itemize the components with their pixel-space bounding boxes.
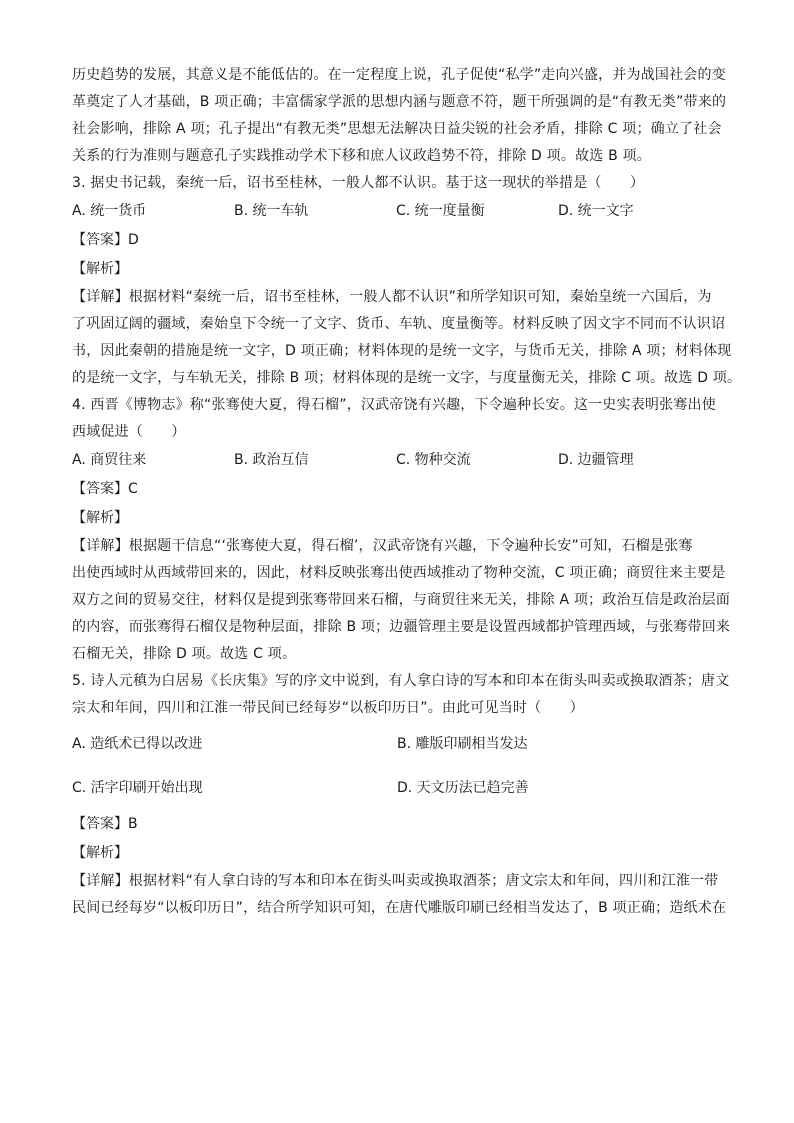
question-stem: 西域促进（ ） <box>72 424 186 440</box>
options-row <box>72 197 722 226</box>
detail-line: 【详解】根据材料“秦统一后，诏书至桂林，一般人都不认识”和所学知识可知，秦始皇统一六国后，为 <box>72 289 712 305</box>
document-page <box>72 62 742 922</box>
answer-label: 【答案】D <box>72 232 139 248</box>
options-row <box>72 766 722 810</box>
analysis-label: 【解析】 <box>72 845 128 861</box>
question-5 <box>72 668 730 922</box>
options-row <box>72 722 722 766</box>
option-a: A. 商贸往来 <box>72 452 147 468</box>
detail-line: 了巩固辽阔的疆域，秦始皇下令统一了文字、货币、车轨、度量衡等。材料反映了因文字不同而不认识诏 <box>72 316 726 332</box>
detail-line: 出使西域时从西域带回来的，因此，材料反映张骞出使西域推动了物种交流，C 项正确；商贸往来主要是 <box>72 565 726 581</box>
detail-line: 的内容，而张骞得石榴仅是物种层面，排除 B 项；边疆管理主要是设置西域都护管理西域，与张骞带回来 <box>72 619 731 635</box>
option-b: B. 雕版印刷相当发达 <box>397 736 528 752</box>
question-stem: 5. 诗人元稹为白居易《长庆集》写的序文中说到，有人拿白诗的写本和印本在街头叫卖或换取酒茶；唐文 <box>72 673 730 689</box>
option-c: C. 物种交流 <box>396 452 471 468</box>
question-stem: 宗太和年间，四川和江淮一带民间已经每岁“以板印历日”。由此可见当时（ ） <box>72 700 584 716</box>
option-c: C. 统一度量衡 <box>396 203 485 219</box>
answer-label: 【答案】C <box>72 481 138 497</box>
option-c: C. 活字印刷开始出现 <box>72 780 203 796</box>
analysis-label: 【解析】 <box>72 510 128 526</box>
option-d: D. 统一文字 <box>558 203 634 219</box>
detail-line: 的是统一文字，与车轨无关，排除 B 项；材料体现的是统一文字，与度量衡无关，排除 C 项。故选 D 项。 <box>72 370 742 386</box>
answer-label: 【答案】B <box>72 816 138 832</box>
detail-line: 【详解】根据材料“有人拿白诗的写本和印本在街头叫卖或换取酒茶；唐文宗太和年间，四川和江淮一带 <box>72 873 719 889</box>
detail-line: 双方之间的贸易交往，材料仅是提到张骞带回来石榴，与商贸往来无关，排除 A 项；政治互信是政治层面 <box>72 592 731 608</box>
text-line: 革奠定了人才基础，B 项正确；丰富儒家学派的思想内涵与题意不符，题干所强调的是“有教无类”带来的 <box>72 94 727 110</box>
option-b: B. 政治互信 <box>234 452 309 468</box>
detail-line: 【详解】根据题干信息“‘张骞使大夏，得石榴’，汉武帝饶有兴趣，下令遍种长安”可知，石榴是张骞 <box>72 538 693 554</box>
options-row <box>72 446 722 475</box>
question-4 <box>72 392 731 668</box>
text-line: 社会影响，排除 A 项；孔子提出“有教无类”思想无法解决日益尖锐的社会矛盾，排除 C 项；确立了社会 <box>72 121 722 137</box>
question-stem: 3. 据史书记载，秦统一后，诏书至桂林，一般人都不认识。基于这一现状的举措是（ ） <box>72 175 645 191</box>
text-line: 历史趋势的发展，其意义是不能低估的。在一定程度上说，孔子促使“私学”走向兴盛，并为战国社会的变 <box>72 67 726 83</box>
text-line: 关系的行为准则与题意孔子实践推动学术下移和庶人议政趋势不符，排除 D 项。故选 B 项。 <box>72 148 651 164</box>
detail-line: 民间已经每岁“以板印历日”，结合所学知识可知，在唐代雕版印刷已经相当发达了，B 项正确；造纸术在 <box>72 900 727 916</box>
option-a: A. 造纸术已得以改进 <box>72 736 203 752</box>
intro-paragraph <box>72 62 727 170</box>
option-d: D. 天文历法已趋完善 <box>397 780 529 796</box>
option-a: A. 统一货币 <box>72 203 147 219</box>
question-stem: 4. 西晋《博物志》称“张骞使大夏，得石榴”，汉武帝饶有兴趣，下令遍种长安。这一史实表明张骞出使 <box>72 397 716 413</box>
detail-line: 石榴无关，排除 D 项。故选 C 项。 <box>72 646 297 662</box>
option-d: D. 边疆管理 <box>558 452 634 468</box>
detail-line: 书，因此秦朝的措施是统一文字，D 项正确；材料体现的是统一文字，与货币无关，排除 A 项；材料体现 <box>72 343 732 359</box>
analysis-label: 【解析】 <box>72 261 128 277</box>
question-3 <box>72 170 742 392</box>
option-b: B. 统一车轨 <box>234 203 309 219</box>
